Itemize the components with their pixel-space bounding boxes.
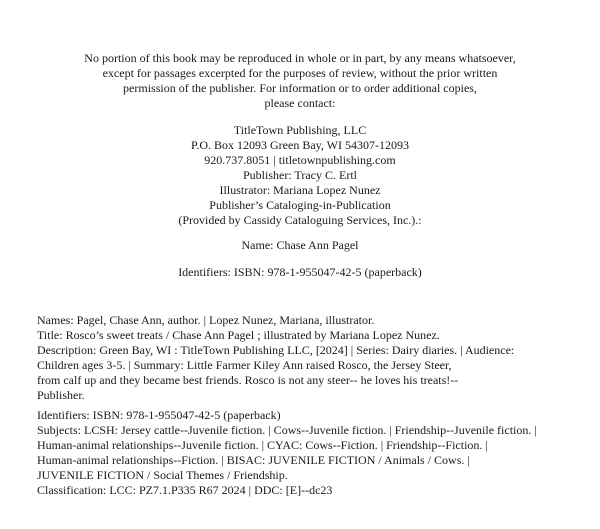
subjects-cyac: Human-animal relationships--Juvenile fiction. | CYAC: Cows--Fiction. | Friendship--Fiction. | [37,438,488,452]
publisher-person: Publisher: Tracy C. Ertl [242,168,357,182]
author-name-line [0,238,600,253]
subjects-bisac: Human-animal relationships--Fiction. | BISAC: JUVENILE FICTION / Animals / Cows. | [37,453,470,467]
notice-line: please contact: [264,96,336,110]
cip-names: Names: Pagel, Chase Ann, author. | Lopez Nunez, Mariana, illustrator. [37,313,375,327]
cip-description: Description: Green Bay, WI : TitleTown Publishing LLC, [2024] | Series: Dairy diaries. | Audience: [37,343,515,357]
identifiers-line: Identifiers: ISBN: 978-1-955047-42-5 (paperback) [178,265,422,279]
subjects-bisac-cont: JUVENILE FICTION / Social Themes / Friendship. [37,468,288,482]
subjects-classification: Classification: LCC: PZ7.1.P335 R67 2024 | DDC: [E]--dc23 [37,483,333,497]
notice-line: except for passages excerpted for the purposes of review, without the prior written [102,66,498,80]
name-line: Name: Chase Ann Pagel [241,238,359,252]
isbn-identifier-line [0,265,600,280]
subjects-identifiers: Identifiers: ISBN: 978-1-955047-42-5 (paperback) [37,408,281,422]
publisher-info [0,123,600,228]
reproduction-notice [0,51,600,111]
cip-provider: (Provided by Cassidy Cataloguing Services, Inc.).: [178,213,422,227]
cip-heading: Publisher’s Cataloging-in-Publication [209,198,391,212]
subjects-block [37,408,587,498]
illustrator-line: Illustrator: Mariana Lopez Nunez [219,183,381,197]
publisher-name: TitleTown Publishing, LLC [233,123,367,137]
cip-title: Title: Rosco’s sweet treats / Chase Ann Pagel ; illustrated by Mariana Lopez Nunez. [37,328,440,342]
cip-summary-end: Publisher. [37,388,85,402]
cip-summary: from calf up and they became best friends. Rosco is not any steer-- he loves his treats!-- [37,373,459,387]
subjects-lcsh: Subjects: LCSH: Jersey cattle--Juvenile fiction. | Cows--Juvenile fiction. | Friendship--Juvenile fiction. | [37,423,537,437]
publisher-address: P.O. Box 12093 Green Bay, WI 54307-12093 [191,138,409,152]
notice-line: No portion of this book may be reproduced in whole or in part, by any means whatsoever, [84,51,516,65]
notice-line: permission of the publisher. For information or to order additional copies, [123,81,477,95]
cip-description-cont: Children ages 3-5. | Summary: Little Farmer Kiley Ann raised Rosco, the Jersey Steer, [37,358,452,372]
cip-record [37,313,587,403]
publisher-contact: 920.737.8051 | titletownpublishing.com [204,153,396,167]
